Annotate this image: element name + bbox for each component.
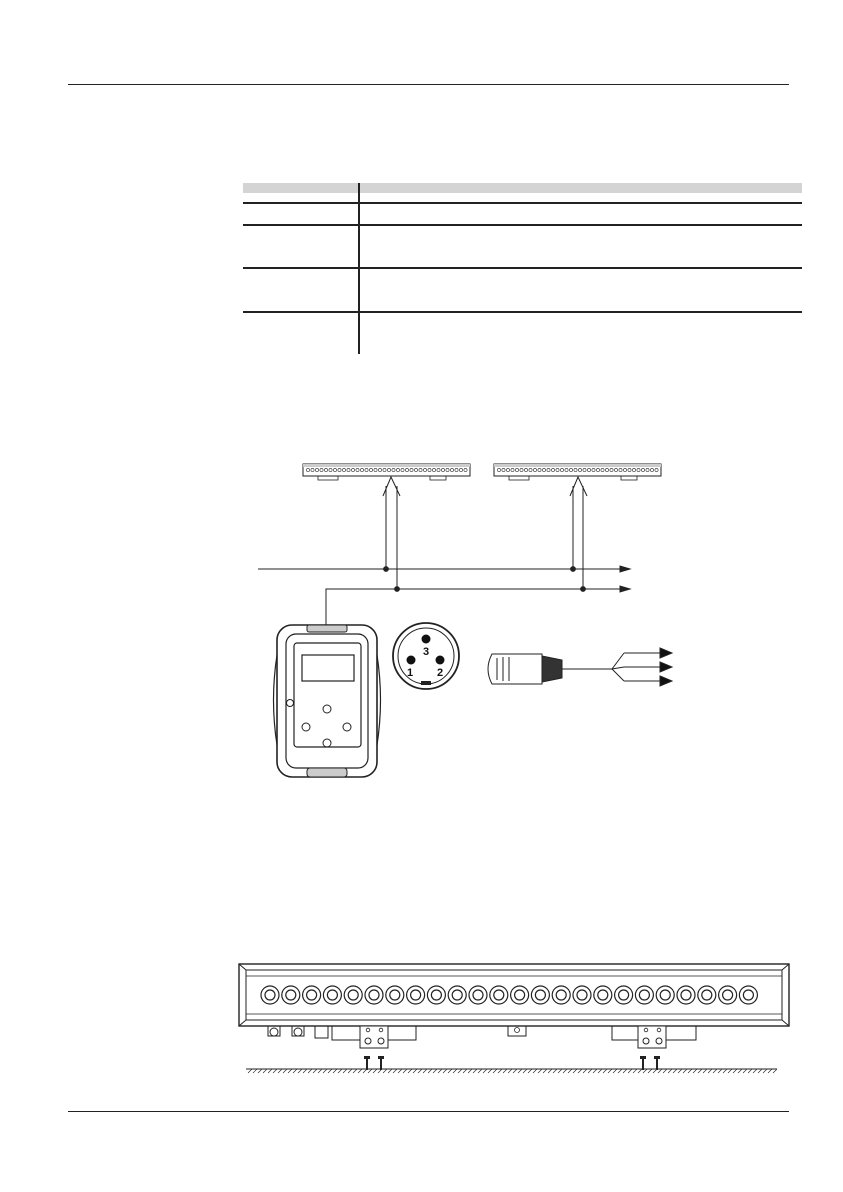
hatch-mark <box>738 1069 742 1073</box>
hatch-mark <box>393 1069 397 1073</box>
hatch-mark <box>368 1069 372 1073</box>
hatch-mark <box>533 1069 537 1073</box>
hatch-mark <box>293 1069 297 1073</box>
hatch-mark <box>398 1069 402 1073</box>
hatch-mark <box>693 1069 697 1073</box>
hatch-mark <box>708 1069 712 1073</box>
cable-drop-1 <box>383 477 400 589</box>
hatch-mark <box>438 1069 442 1073</box>
hatch-mark <box>338 1069 342 1073</box>
hatch-mark <box>663 1069 667 1073</box>
hatch-mark <box>548 1069 552 1073</box>
hatch-mark <box>448 1069 452 1073</box>
hatch-mark <box>563 1069 567 1073</box>
hatch-mark <box>383 1069 387 1073</box>
hatch-mark <box>578 1069 582 1073</box>
hatch-mark <box>288 1069 292 1073</box>
hatch-mark <box>623 1069 627 1073</box>
hatch-mark <box>768 1069 772 1073</box>
hatch-mark <box>388 1069 392 1073</box>
hatch-mark <box>608 1069 612 1073</box>
hatch-mark <box>748 1069 752 1073</box>
xlr-plug-side <box>488 648 672 686</box>
hatch-mark <box>743 1069 747 1073</box>
hatch-mark <box>453 1069 457 1073</box>
hatch-mark <box>523 1069 527 1073</box>
hatch-mark <box>428 1069 432 1073</box>
hatch-mark <box>688 1069 692 1073</box>
hatch-mark <box>773 1069 777 1073</box>
hatch-mark <box>658 1069 662 1073</box>
hatch-mark <box>718 1069 722 1073</box>
hatch-mark <box>403 1069 407 1073</box>
hatch-mark <box>558 1069 562 1073</box>
hatch-mark <box>263 1069 267 1073</box>
hatch-mark <box>653 1069 657 1073</box>
hatch-mark <box>588 1069 592 1073</box>
hatch-mark <box>668 1069 672 1073</box>
hatch-mark <box>353 1069 357 1073</box>
hatch-mark <box>698 1069 702 1073</box>
hatch-mark <box>468 1069 472 1073</box>
hatch-mark <box>333 1069 337 1073</box>
hatch-mark <box>508 1069 512 1073</box>
hatch-mark <box>568 1069 572 1073</box>
hatch-mark <box>343 1069 347 1073</box>
hatch-mark <box>443 1069 447 1073</box>
hatch-mark <box>593 1069 597 1073</box>
hatch-mark <box>358 1069 362 1073</box>
hatch-mark <box>473 1069 477 1073</box>
hatch-mark <box>268 1069 272 1073</box>
hatch-mark <box>278 1069 282 1073</box>
hatch-mark <box>673 1069 677 1073</box>
hatch-mark <box>363 1069 367 1073</box>
hatch-mark <box>303 1069 307 1073</box>
hatch-mark <box>538 1069 542 1073</box>
hatch-mark <box>513 1069 517 1073</box>
fixture-front-view <box>239 964 789 1070</box>
controller-device <box>274 625 381 777</box>
hatch-mark <box>373 1069 377 1073</box>
hatch-mark <box>518 1069 522 1073</box>
hatch-mark <box>503 1069 507 1073</box>
hatch-mark <box>598 1069 602 1073</box>
hatch-mark <box>478 1069 482 1073</box>
hatch-mark <box>413 1069 417 1073</box>
hatch-mark <box>498 1069 502 1073</box>
hatch-mark <box>488 1069 492 1073</box>
hatch-mark <box>633 1069 637 1073</box>
hatch-mark <box>583 1069 587 1073</box>
hatch-mark <box>483 1069 487 1073</box>
xlr-connector-face <box>393 623 459 689</box>
hatch-mark <box>648 1069 652 1073</box>
hatch-mark <box>763 1069 767 1073</box>
hatch-mark <box>543 1069 547 1073</box>
hatch-mark <box>678 1069 682 1073</box>
hatch-mark <box>323 1069 327 1073</box>
hatch-mark <box>313 1069 317 1073</box>
hatch-mark <box>283 1069 287 1073</box>
cable-drop-2 <box>570 477 587 589</box>
hatch-mark <box>733 1069 737 1073</box>
mounting-surface <box>246 1069 777 1073</box>
hatch-mark <box>618 1069 622 1073</box>
footer-rule <box>68 1111 789 1112</box>
hatch-mark <box>573 1069 577 1073</box>
hatch-mark <box>253 1069 257 1073</box>
hatch-mark <box>703 1069 707 1073</box>
power-line <box>258 566 630 572</box>
hatch-mark <box>493 1069 497 1073</box>
hatch-mark <box>728 1069 732 1073</box>
hatch-mark <box>418 1069 422 1073</box>
hatch-mark <box>423 1069 427 1073</box>
hatch-mark <box>758 1069 762 1073</box>
hatch-mark <box>613 1069 617 1073</box>
pin-1-label: 1 <box>406 667 414 679</box>
hatch-mark <box>723 1069 727 1073</box>
hatch-mark <box>408 1069 412 1073</box>
hatch-mark <box>273 1069 277 1073</box>
fixture-bar-1 <box>303 464 470 480</box>
hatch-mark <box>528 1069 532 1073</box>
hatch-mark <box>328 1069 332 1073</box>
hatch-mark <box>603 1069 607 1073</box>
hatch-mark <box>258 1069 262 1073</box>
hatch-mark <box>298 1069 302 1073</box>
hatch-mark <box>458 1069 462 1073</box>
hatch-mark <box>308 1069 312 1073</box>
hatch-mark <box>318 1069 322 1073</box>
hatch-mark <box>638 1069 642 1073</box>
hatch-mark <box>713 1069 717 1073</box>
hatch-mark <box>248 1069 252 1073</box>
hatch-mark <box>463 1069 467 1073</box>
hatch-mark <box>348 1069 352 1073</box>
data-line <box>326 586 630 627</box>
pin-3-label: 3 <box>422 646 430 658</box>
hatch-mark <box>553 1069 557 1073</box>
pin-2-label: 2 <box>436 667 444 679</box>
hatch-mark <box>433 1069 437 1073</box>
hatch-mark <box>628 1069 632 1073</box>
hatch-mark <box>753 1069 757 1073</box>
hatch-mark <box>683 1069 687 1073</box>
